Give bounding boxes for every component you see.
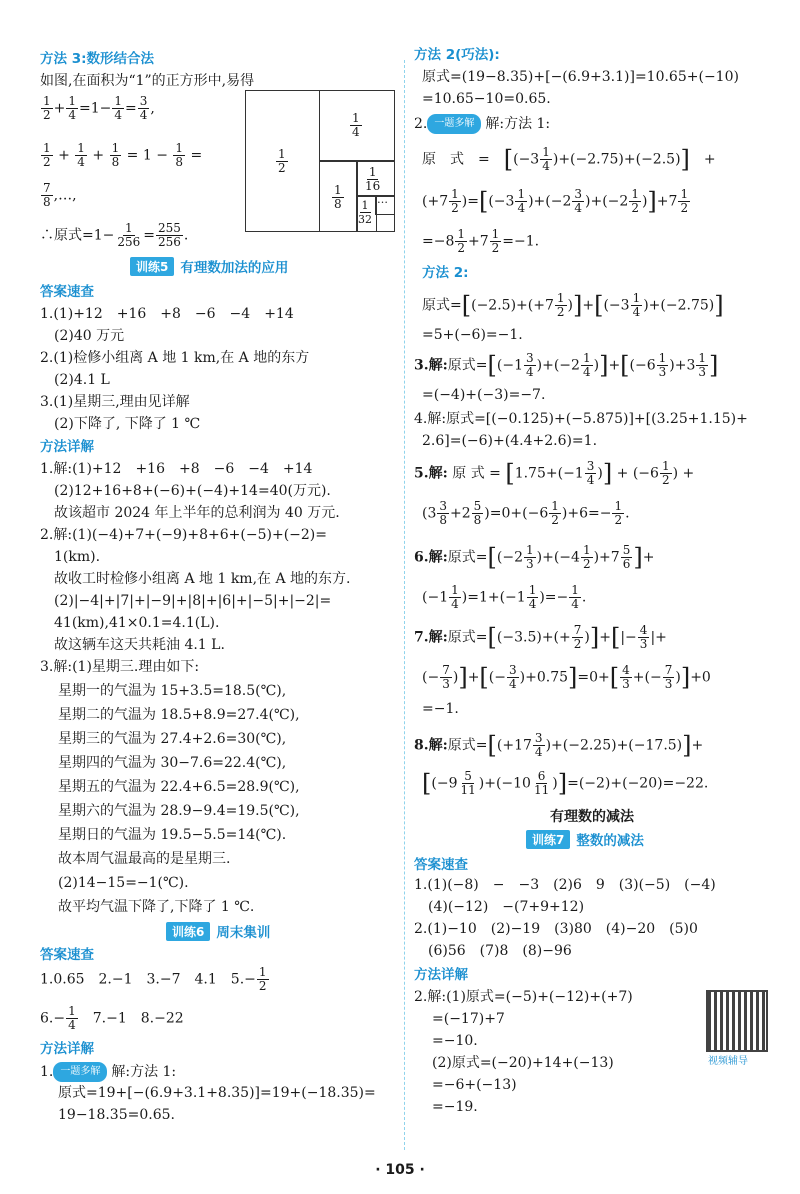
equation-line: 2.6]=(−6)+(4.4+2.6)=1.: [422, 433, 598, 449]
page-number: · 105 ·: [375, 1162, 425, 1178]
detail-line: 故本周气温最高的是星期三.: [58, 851, 231, 867]
equation-line: 8.解:原式=[(+17 $\frac{3}{4}$ )+(−2.25)+(−17.5)]+: [414, 731, 704, 760]
equation-line: 3.解:原式=[(−1 $\frac{3}{4}$ )+(−2 $\frac{1}{4}$ )]+[(−6 $\frac{1}{3}$ )+3 $\frac{1}{3}$ ]: [414, 351, 719, 380]
equation-line: $\frac{7}{8}$ ,…,: [43, 181, 77, 209]
column-divider: [404, 60, 405, 1150]
detail-line: 原式=19+[−(6.9+3.1+8.35)]=19+(−18.35)=: [58, 1085, 376, 1101]
answer-line: (2)40 万元: [54, 328, 125, 344]
equation-line: 5.解: 原 式 = [1.75+(−1 $\frac{3}{4}$ )] + (−6 $\frac{1}{2}$ ) +: [414, 459, 695, 488]
detail-line: 故收工时检修小组离 A 地 1 km,在 A 地的东方.: [54, 571, 351, 587]
answer-line: (6)56 (7)8 (8)−96: [428, 943, 572, 959]
answer-line: 1.(1)+12 +16 +8 −6 −4 +14: [40, 306, 294, 322]
detail-line: =−19.: [432, 1099, 478, 1115]
qr-label: 视频辅导: [708, 1056, 748, 1067]
equation-line: =(−4)+(−3)=−7.: [422, 387, 546, 403]
detail-line: 星期二的气温为 18.5+8.9=27.4(℃),: [58, 707, 300, 723]
detail-line: 2.解:(1)(−4)+7+(−9)+8+6+(−5)+(−2)=: [40, 527, 327, 543]
detail-line: (2)原式=(−20)+14+(−13): [432, 1055, 614, 1071]
equation-line: 6.解:原式=[(−2 $\frac{1}{3}$ )+(−4 $\frac{1}{2}$ )+7 $\frac{5}{6}$ ]+: [414, 543, 655, 572]
detail-line: 3.解:(1)星期三.理由如下:: [40, 659, 200, 675]
detail-line: 1.解:(1)+12 +16 +8 −6 −4 +14: [40, 461, 313, 477]
answer-line: (4)(−12) −(7+9+12): [428, 899, 585, 915]
detail-line: 2.解:(1)原式=(−5)+(−12)+(+7): [414, 989, 633, 1005]
answer-line: 1.0.65 2.−1 3.−7 4.1 5.− $\frac{1}{2}$: [40, 965, 267, 993]
detail-line: 故该超市 2024 年上半年的总利润为 40 万元.: [54, 505, 340, 521]
equation-line: $\frac{1}{2}$ + $\frac{1}{4}$ =1− $\frac{1}{4}$ = $\frac{3}{4}$ ,: [43, 94, 155, 122]
method-detail-heading: 方法详解: [40, 1041, 94, 1057]
detail-line: 1. 一题多解 解:方法 1:: [40, 1064, 177, 1080]
answer-line: 6.− $\frac{1}{4}$ 7.−1 8.−22: [40, 1004, 184, 1032]
answer-quick-heading: 答案速查: [414, 857, 468, 873]
equation-line: =−1.: [422, 701, 459, 717]
equation-line: 原式=[(−2.5)+(+7 $\frac{1}{2}$ )]+[(−3 $\frac{1}{4}$ )+(−2.75)]: [422, 291, 724, 320]
equation-line: (3 $\frac{3}{8}$ +2 $\frac{5}{8}$ )=0+(−6 $\frac{1}{2}$ )+6=− $\frac{1}{2}$ .: [422, 499, 630, 527]
detail-line: 1(km).: [54, 549, 101, 565]
equation-line: [(−9 $\frac{5}{11}$ )+(−10 $\frac{6}{11}$ )]=(−2)+(−20)=−22.: [422, 769, 709, 798]
equation-line: (+7 $\frac{1}{2}$ )=[(−3 $\frac{1}{4}$ )+(−2 $\frac{3}{4}$ )+(−2 $\frac{1}{2}$ )]+7 $\frac{1}{2}$: [422, 187, 689, 216]
equation-line: (− $\frac{7}{3}$ )]+[(− $\frac{3}{4}$ )+0.75]=0+[ $\frac{4}{3}$ +(− $\frac{7}{3}$ )]+0: [422, 663, 711, 692]
result-line: ∴原式=1− $\frac{1}{256}$ = $\frac{255}{256}$ .: [40, 221, 189, 249]
equation-line: (−1 $\frac{1}{4}$ )=1+(−1 $\frac{1}{4}$ )=− $\frac{1}{4}$ .: [422, 583, 587, 611]
text-line: 如图,在面积为“1”的正方形中,易得: [40, 73, 255, 89]
detail-line: (2)12+16+8+(−6)+(−4)+14=40(万元).: [54, 483, 331, 499]
equation-line: 4.解:原式=[(−0.125)+(−5.875)]+[(3.25+1.15)+: [414, 411, 748, 427]
detail-line: =(−17)+7: [432, 1011, 505, 1027]
equation-line: $\frac{1}{2}$ + $\frac{1}{4}$ + $\frac{1}{8}$ = 1 − $\frac{1}{8}$ =: [43, 141, 203, 169]
detail-line: 星期六的气温为 28.9−9.4=19.5(℃),: [58, 803, 300, 819]
answer-line: 3.(1)星期三,理由见详解: [40, 394, 190, 410]
detail-line: 星期一的气温为 15+3.5=18.5(℃),: [58, 683, 287, 699]
detail-line: 故平均气温下降了,下降了 1 ℃.: [58, 899, 255, 915]
method-2-heading: 方法 2:: [422, 265, 469, 281]
equation-line: =−8 $\frac{1}{2}$ +7 $\frac{1}{2}$ =−1.: [422, 227, 540, 255]
answer-line: (2)下降了, 下降了 1 ℃: [54, 416, 201, 432]
detail-line: 星期三的气温为 27.4+2.6=30(℃),: [58, 731, 287, 747]
equation-line: 7.解:原式=[(−3.5)+(+ $\frac{7}{2}$ )]+[|− $\frac{4}{3}$ |+: [414, 623, 667, 652]
qr-code-icon[interactable]: [706, 990, 768, 1052]
answer-line: 2.(1)检修小组离 A 地 1 km,在 A 地的东方: [40, 350, 310, 366]
detail-line: 故这辆车这天共耗油 4.1 L.: [54, 637, 225, 653]
detail-line: (2)|−4|+|7|+|−9|+|8|+|6|+|−5|+|−2|=: [54, 593, 332, 609]
answer-line: 1.(1)(−8) − −3 (2)6 9 (3)(−5) (−4): [414, 877, 716, 893]
answer-quick-heading: 答案速查: [40, 947, 94, 963]
detail-line: 星期日的气温为 19.5−5.5=14(℃).: [58, 827, 287, 843]
method-detail-heading: 方法详解: [40, 439, 94, 455]
equation-line: 原 式 = [(−3 $\frac{1}{4}$ )+(−2.75)+(−2.5)] +: [422, 145, 716, 174]
detail-line: 星期五的气温为 22.4+6.5=28.9(℃),: [58, 779, 300, 795]
training-6-header: 训练6 周末集训: [166, 920, 270, 942]
detail-line: 星期四的气温为 30−7.6=22.4(℃),: [58, 755, 287, 771]
detail-line: 41(km),41×0.1=4.1(L).: [54, 615, 220, 631]
answer-line: (2)4.1 L: [54, 372, 110, 388]
section-title: 有理数的减法: [550, 809, 634, 825]
answer-quick-heading: 答案速查: [40, 284, 94, 300]
method-detail-heading: 方法详解: [414, 967, 468, 983]
answer-line: 2.(1)−10 (2)−19 (3)80 (4)−20 (5)0: [414, 921, 698, 937]
training-7-header: 训练7 整数的减法: [526, 828, 644, 850]
equation-line: =5+(−6)=−1.: [422, 327, 523, 343]
detail-line: =−10.: [432, 1033, 478, 1049]
method-3-heading: 方法 3:数形结合法: [40, 51, 154, 67]
training-5-header: 训练5 有理数加法的应用: [130, 255, 288, 277]
square-diagram: $\frac{1}{2}$ $\frac{1}{4}$ $\frac{1}{8}$ $\frac{1}{16}$ $\frac{1}{32}$ …: [245, 90, 395, 232]
detail-line: 原式=(19−8.35)+[−(6.9+3.1)]=10.65+(−10): [422, 69, 739, 85]
detail-line: 2. 一题多解 解:方法 1:: [414, 116, 551, 132]
detail-line: (2)14−15=−1(℃).: [58, 875, 189, 891]
detail-line: =10.65−10=0.65.: [422, 91, 551, 107]
detail-line: 19−18.35=0.65.: [58, 1107, 175, 1123]
detail-line: =−6+(−13): [432, 1077, 517, 1093]
method-2-heading: 方法 2(巧法):: [414, 47, 500, 63]
